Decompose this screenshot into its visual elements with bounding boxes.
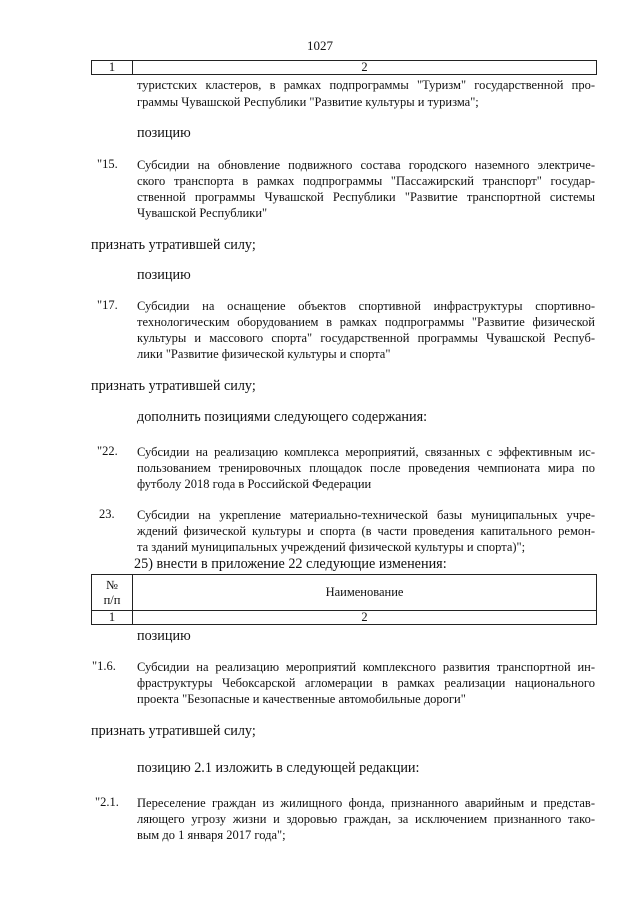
item-text-line: пользованием тренировочных площадок после проведения чемпионата мира по <box>137 461 595 475</box>
item-text-line: Субсидии на укрепление материально-технической базы муниципальных учре- <box>137 508 595 522</box>
item-text-line: ждений физической культуры и спорта (в части проведения капитального ремон- <box>137 524 595 538</box>
supplement-text: дополнить позициями следующего содержания: <box>137 409 428 425</box>
item-text-line: Переселение граждан из жилищного фонда, признанного аварийным и представ- <box>137 796 595 810</box>
continuation-line-1: туристских кластеров, в рамках подпрограммы "Туризм" государственной про- <box>137 78 595 92</box>
position-label: позицию <box>137 125 191 141</box>
item-text-line: та зданий муниципальных учреждений физической культуры и спорта)"; <box>137 540 526 554</box>
item-text-line: Субсидии на обновление подвижного состава городского наземного электриче- <box>137 158 595 172</box>
item-text-line: лики "Развитие физической культуры и спорта" <box>137 347 391 361</box>
item-text-line: Субсидии на реализацию комплекса мероприятий, связанных с эффективным ис- <box>137 445 595 459</box>
column-number-2: 2 <box>133 61 597 75</box>
item-number: "17. <box>97 298 118 312</box>
column-header-number <box>92 575 133 611</box>
column-header-name: Наименование <box>133 575 597 611</box>
position-edit-text: позицию 2.1 изложить в следующей редакции: <box>137 760 420 776</box>
position-label: позицию <box>137 628 191 644</box>
amendment-heading: 25) внести в приложение 22 следующие изменения: <box>134 556 447 572</box>
item-text-line: Субсидии на оснащение объектов спортивной инфраструктуры спортивно- <box>137 299 595 313</box>
header-table-top <box>91 60 597 75</box>
invalidation-text: признать утратившей силу; <box>91 723 256 739</box>
item-text-line: Чувашской Республики" <box>137 206 268 220</box>
item-text-line: Субсидии на реализацию мероприятий комплексного развития транспортной ин- <box>137 660 595 674</box>
continuation-line-2: граммы Чувашской Республики "Развитие культуры и туризма"; <box>137 95 479 109</box>
item-text-line: ляющего угрозу жизни и здоровью граждан, за исключением признанного тако- <box>137 812 595 826</box>
column-number-1: 1 <box>92 611 133 625</box>
item-text-line: футболу 2018 года в Российской Федерации <box>137 477 372 491</box>
invalidation-text: признать утратившей силу; <box>91 237 256 253</box>
invalidation-text: признать утратившей силу; <box>91 378 256 394</box>
item-text-line: проекта "Безопасные и качественные автомобильные дороги" <box>137 692 466 706</box>
page-number: 1027 <box>307 38 333 53</box>
item-text-line: вым до 1 января 2017 года"; <box>137 828 286 842</box>
item-text-line: фраструктуры Чебоксарской агломерации в рамках реализации национального <box>137 676 595 690</box>
item-number: "2.1. <box>95 795 119 809</box>
number-abbrev: п/п <box>103 592 121 607</box>
header-table-appendix <box>91 574 597 625</box>
column-number-1: 1 <box>92 61 133 75</box>
item-number: 23. <box>99 507 115 521</box>
item-text-line: технологическим оборудованием в рамках подпрограммы "Развитие физической <box>137 315 595 329</box>
number-sign: № <box>106 577 118 592</box>
column-number-2: 2 <box>133 611 597 625</box>
item-number: "22. <box>97 444 118 458</box>
item-number: "15. <box>97 157 118 171</box>
item-text-line: ского транспорта в рамках подпрограммы "Пассажирский транспорт" государ- <box>137 174 595 188</box>
item-number: "1.6. <box>92 659 116 673</box>
position-label: позицию <box>137 267 191 283</box>
item-text-line: ственной программы Чувашской Республики "Развитие транспортной системы <box>137 190 595 204</box>
item-text-line: культуры и массового спорта" государственной программы Чувашской Респуб- <box>137 331 595 345</box>
